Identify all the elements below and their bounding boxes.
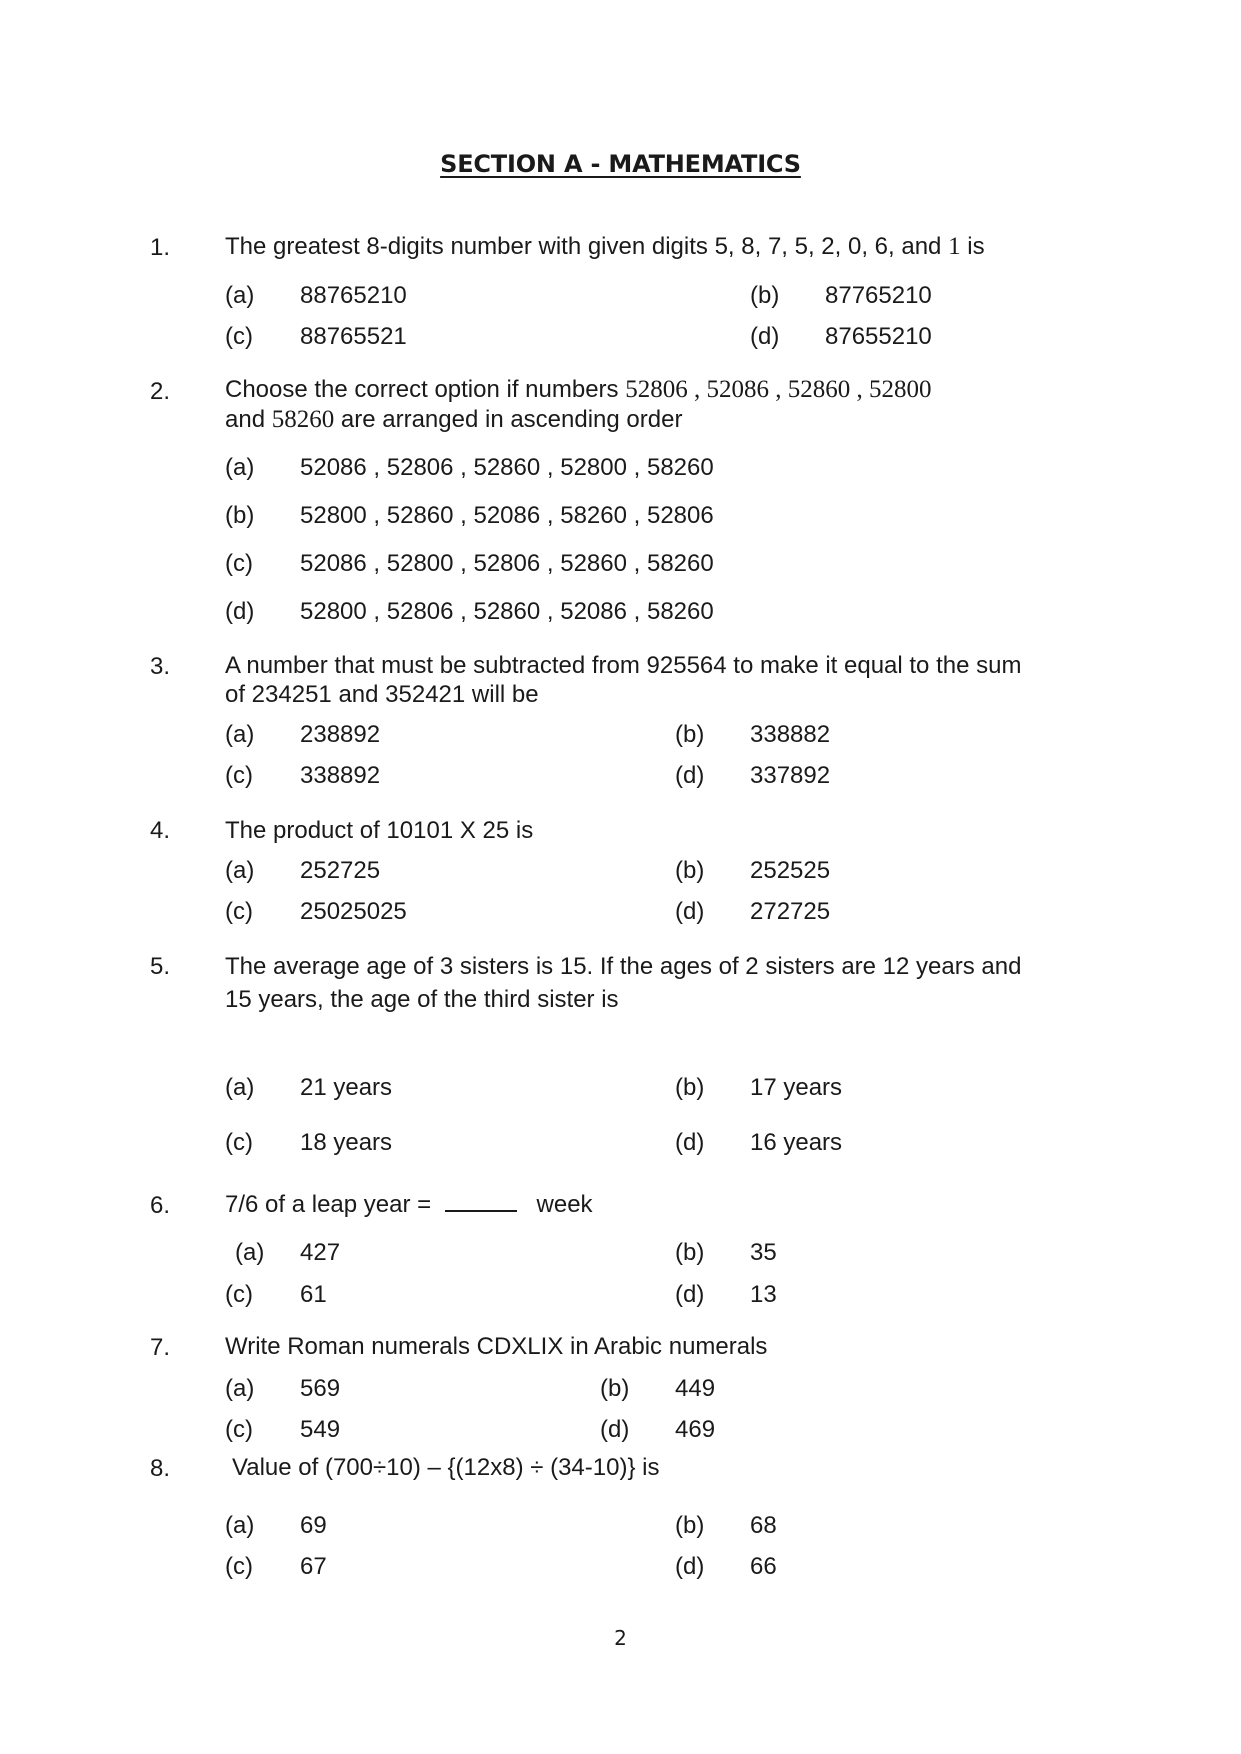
question-8-option-b-value: 68 bbox=[750, 1512, 777, 1539]
question-3-option-b-value: 338882 bbox=[750, 721, 831, 748]
question-2-number: 2. bbox=[150, 378, 171, 405]
question-4-option-b-value: 252525 bbox=[750, 857, 831, 884]
question-5-option-a-label: (a) bbox=[225, 1074, 255, 1101]
question-4-option-b-label: (b) bbox=[675, 857, 705, 884]
question-1-option-d-label: (d) bbox=[750, 323, 780, 350]
question-8-option-a-label: (a) bbox=[225, 1512, 255, 1539]
question-2-option-c-value: 52086 , 52800 , 52806 , 52860 , 58260 bbox=[300, 550, 714, 577]
answer-blank bbox=[445, 1190, 517, 1212]
question-3-text-line1: A number that must be subtracted from 925564 to make it equal to the sum bbox=[225, 652, 1022, 679]
question-1-option-a-label: (a) bbox=[225, 282, 255, 309]
question-1-option-a-value: 88765210 bbox=[300, 282, 407, 309]
question-8-option-c-label: (c) bbox=[225, 1553, 253, 1580]
question-8-option-b-label: (b) bbox=[675, 1512, 705, 1539]
question-3-option-d-label: (d) bbox=[675, 762, 705, 789]
question-4-option-d-value: 272725 bbox=[750, 898, 831, 925]
question-1-text: The greatest 8-digits number with given digits 5, 8, 7, 5, 2, 0, 6, and 1 is bbox=[225, 233, 985, 260]
question-7-option-b-value: 449 bbox=[675, 1375, 716, 1402]
question-5-option-d-label: (d) bbox=[675, 1129, 705, 1156]
question-2-text-line1: Choose the correct option if numbers 52806 , 52086 , 52860 , 52800 bbox=[225, 376, 932, 403]
question-6-number: 6. bbox=[150, 1192, 171, 1219]
question-5-number: 5. bbox=[150, 953, 171, 980]
question-4-option-a-label: (a) bbox=[225, 857, 255, 884]
question-4-option-c-label: (c) bbox=[225, 898, 253, 925]
question-1-option-d-value: 87655210 bbox=[825, 323, 932, 350]
question-2-option-a-value: 52086 , 52806 , 52860 , 52800 , 58260 bbox=[300, 454, 714, 481]
question-5-option-a-value: 21 years bbox=[300, 1074, 393, 1101]
question-8-option-d-label: (d) bbox=[675, 1553, 705, 1580]
question-2-option-b-value: 52800 , 52860 , 52086 , 58260 , 52806 bbox=[300, 502, 714, 529]
question-6-option-d-value: 13 bbox=[750, 1281, 777, 1308]
section-title: SECTION A - MATHEMATICS bbox=[440, 150, 801, 178]
question-1-option-c-label: (c) bbox=[225, 323, 253, 350]
question-2-text-line2: and 58260 are arranged in ascending order bbox=[225, 406, 683, 433]
question-1-option-b-value: 87765210 bbox=[825, 282, 932, 309]
question-5-option-d-value: 16 years bbox=[750, 1129, 843, 1156]
question-4-number: 4. bbox=[150, 817, 171, 844]
question-6-option-c-label: (c) bbox=[225, 1281, 253, 1308]
question-2-option-d-value: 52800 , 52806 , 52860 , 52086 , 58260 bbox=[300, 598, 714, 625]
question-8-text: Value of (700÷10) – {(12x8) ÷ (34-10)} is bbox=[232, 1454, 660, 1481]
question-8-number: 8. bbox=[150, 1455, 171, 1482]
question-8-option-a-value: 69 bbox=[300, 1512, 327, 1539]
question-4-option-a-value: 252725 bbox=[300, 857, 381, 884]
question-6-option-a-value: 427 bbox=[300, 1239, 341, 1266]
question-5-text-line1: The average age of 3 sisters is 15. If the ages of 2 sisters are 12 years and bbox=[225, 953, 1022, 980]
question-7-option-d-label: (d) bbox=[600, 1416, 630, 1443]
question-7-option-b-label: (b) bbox=[600, 1375, 630, 1402]
question-6-option-b-value: 35 bbox=[750, 1239, 777, 1266]
question-2-option-b-label: (b) bbox=[225, 502, 255, 529]
question-1-option-c-value: 88765521 bbox=[300, 323, 407, 350]
question-7-option-c-label: (c) bbox=[225, 1416, 253, 1443]
question-2-option-c-label: (c) bbox=[225, 550, 253, 577]
question-8-option-d-value: 66 bbox=[750, 1553, 777, 1580]
question-6-option-c-value: 61 bbox=[300, 1281, 327, 1308]
question-7-option-d-value: 469 bbox=[675, 1416, 716, 1443]
question-3-number: 3. bbox=[150, 653, 171, 680]
question-7-option-a-label: (a) bbox=[225, 1375, 255, 1402]
question-7-text: Write Roman numerals CDXLIX in Arabic numerals bbox=[225, 1333, 768, 1360]
question-6-option-d-label: (d) bbox=[675, 1281, 705, 1308]
question-6-text: 7/6 of a leap year = week bbox=[225, 1191, 593, 1218]
question-1-option-b-label: (b) bbox=[750, 282, 780, 309]
question-7-option-c-value: 549 bbox=[300, 1416, 341, 1443]
question-6-option-b-label: (b) bbox=[675, 1239, 705, 1266]
question-6-option-a-label: (a) bbox=[235, 1239, 265, 1266]
question-5-option-c-value: 18 years bbox=[300, 1129, 393, 1156]
question-8-option-c-value: 67 bbox=[300, 1553, 327, 1580]
question-3-option-b-label: (b) bbox=[675, 721, 705, 748]
question-7-number: 7. bbox=[150, 1334, 171, 1361]
question-3-option-d-value: 337892 bbox=[750, 762, 831, 789]
page-number: 2 bbox=[614, 1626, 627, 1650]
question-2-option-d-label: (d) bbox=[225, 598, 255, 625]
question-4-option-d-label: (d) bbox=[675, 898, 705, 925]
question-5-text-line2: 15 years, the age of the third sister is bbox=[225, 986, 619, 1013]
question-2-option-a-label: (a) bbox=[225, 454, 255, 481]
question-1-number: 1. bbox=[150, 234, 171, 261]
question-3-option-c-value: 338892 bbox=[300, 762, 381, 789]
question-3-option-c-label: (c) bbox=[225, 762, 253, 789]
question-4-text: The product of 10101 X 25 is bbox=[225, 817, 534, 844]
question-5-option-c-label: (c) bbox=[225, 1129, 253, 1156]
question-3-option-a-label: (a) bbox=[225, 721, 255, 748]
question-4-option-c-value: 25025025 bbox=[300, 898, 407, 925]
question-5-option-b-label: (b) bbox=[675, 1074, 705, 1101]
question-7-option-a-value: 569 bbox=[300, 1375, 341, 1402]
question-3-option-a-value: 238892 bbox=[300, 721, 381, 748]
question-3-text-line2: of 234251 and 352421 will be bbox=[225, 681, 539, 708]
question-5-option-b-value: 17 years bbox=[750, 1074, 843, 1101]
